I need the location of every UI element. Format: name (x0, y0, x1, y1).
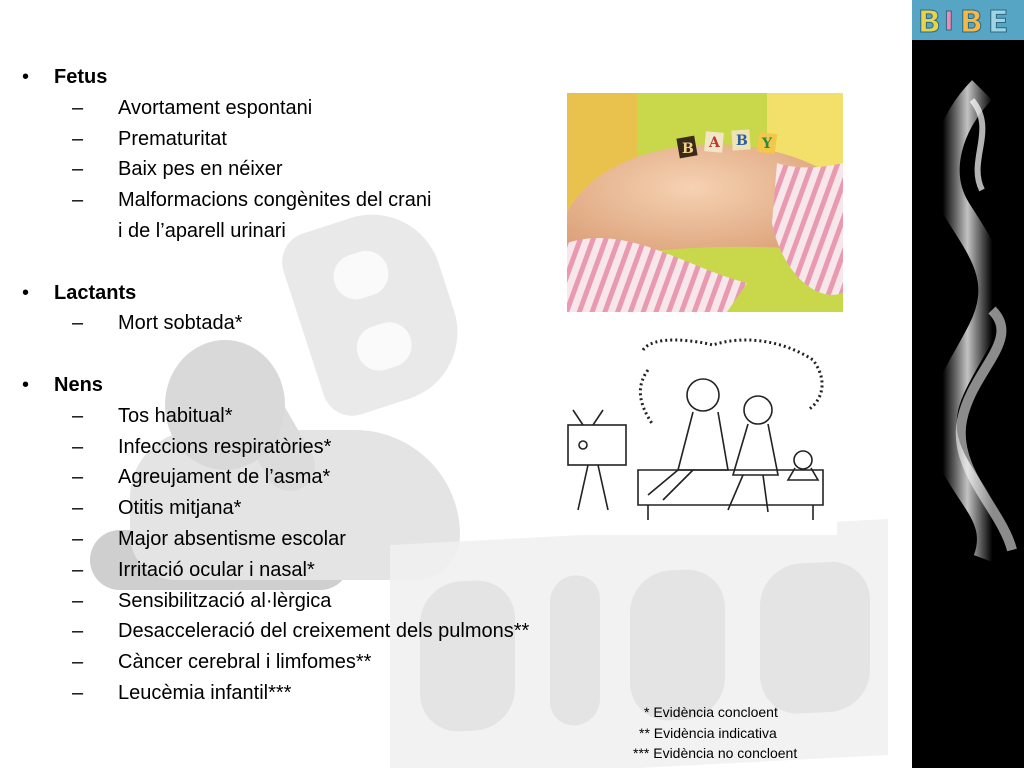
list-item (22, 185, 622, 216)
svg-text:B: B (960, 5, 983, 40)
dash-icon: – (72, 681, 84, 704)
dash-icon: – (72, 189, 84, 212)
list-item (22, 524, 622, 555)
bullet-list (22, 62, 622, 709)
list-item (22, 432, 622, 463)
dash-icon: – (72, 312, 84, 335)
list-item (22, 678, 622, 709)
dash-icon: – (72, 127, 84, 150)
item-text: Desacceleració del creixement dels pulmons** (118, 620, 530, 643)
list-item (22, 555, 622, 586)
item-text: Tos habitual* (118, 404, 233, 427)
pregnant-belly-photo (567, 93, 843, 312)
item-text: Agreujament de l’asma* (118, 466, 331, 489)
dash-icon: – (72, 527, 84, 550)
block-letter: B (682, 141, 694, 157)
list-item (22, 93, 622, 124)
item-text: Sensibilització al·lèrgica (118, 589, 332, 612)
bullet-icon: • (22, 281, 30, 304)
list-item (22, 124, 622, 155)
section-heading (22, 370, 622, 401)
section-title: Nens (54, 373, 103, 396)
list-item (22, 308, 622, 339)
dash-icon: – (72, 620, 84, 643)
item-text: Baix pes en néixer (118, 158, 283, 181)
dash-icon: – (72, 589, 84, 612)
bullet-icon: • (22, 373, 30, 396)
legend-line: *** Evidència no concloent (633, 745, 798, 761)
dash-icon: – (72, 497, 84, 520)
block-letter: Y (762, 136, 772, 152)
list-item (22, 401, 622, 432)
family-smoking-cartoon (553, 330, 837, 535)
list-item-continuation: i de l’aparell urinari (118, 219, 286, 242)
item-text: Avortament espontani (118, 96, 313, 119)
item-text: Mort sobtada* (118, 312, 243, 335)
block-letter: A (709, 135, 720, 151)
block-letter: B (736, 133, 748, 149)
smoke-image (912, 40, 1024, 768)
list-item (22, 462, 622, 493)
item-text: Otitis mitjana* (118, 497, 242, 520)
svg-text:I: I (944, 7, 954, 37)
item-text: Prematuritat (118, 127, 227, 150)
legend-line: * Evidència concloent (644, 704, 778, 720)
legend-line: ** Evidència indicativa (639, 724, 777, 741)
section-heading (22, 62, 622, 93)
list-item (22, 647, 622, 678)
section-heading (22, 278, 622, 309)
item-text: Malformacions congènites del crani (118, 189, 432, 212)
dash-icon: – (72, 435, 84, 458)
dash-icon: – (72, 651, 84, 674)
dash-icon: – (72, 96, 84, 119)
bibe-logo (912, 0, 1024, 40)
list-item (22, 154, 622, 185)
item-text: Major absentisme escolar (118, 527, 346, 550)
item-text: Infeccions respiratòries* (118, 435, 332, 458)
dash-icon: – (72, 466, 84, 489)
evidence-legend (600, 702, 870, 764)
bullet-icon: • (22, 66, 30, 88)
svg-text:B: B (918, 5, 941, 40)
section-title: Fetus (54, 66, 108, 88)
list-item (22, 586, 622, 617)
section-title: Lactants (54, 281, 137, 304)
svg-text:E: E (988, 5, 1009, 40)
list-item (22, 493, 622, 524)
dash-icon: – (72, 158, 84, 181)
dash-icon: – (72, 404, 84, 427)
item-text: Leucèmia infantil*** (118, 681, 292, 704)
list-item (22, 616, 622, 647)
item-text: Irritació ocular i nasal* (118, 558, 315, 581)
dash-icon: – (72, 558, 84, 581)
item-text: Càncer cerebral i limfomes** (118, 651, 372, 674)
